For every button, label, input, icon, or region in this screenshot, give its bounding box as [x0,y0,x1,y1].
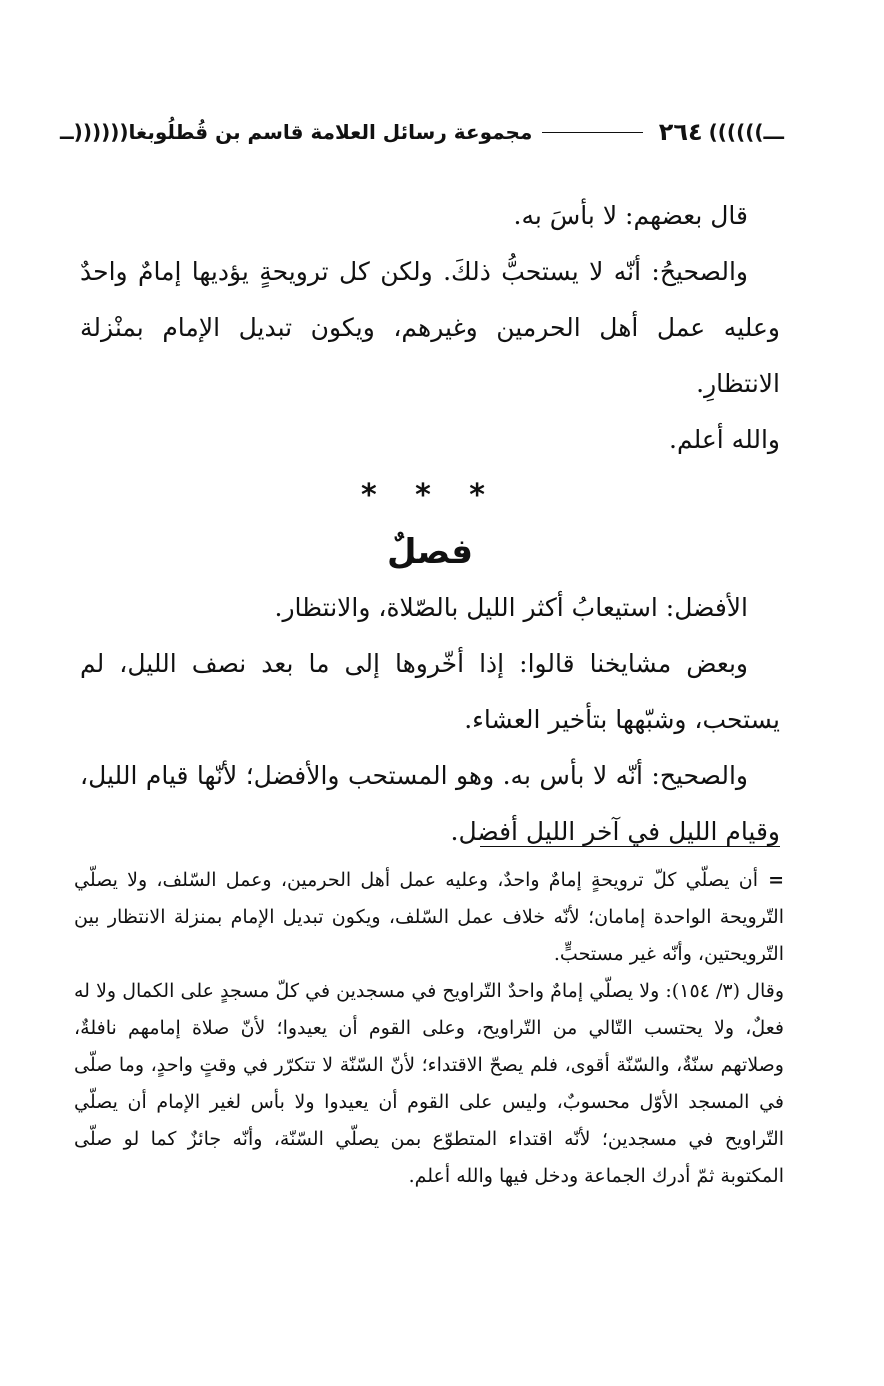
footnote-separator [480,846,780,847]
paragraph-1: قال بعضهم: لا بأسَ به. [513,201,748,230]
running-header [60,112,784,152]
header-ornament-right: ـــ)))))) [708,120,784,144]
header-rule [542,132,642,133]
page-number: ٢٦٤ [658,118,703,146]
book-title: مجموعة رسائل العلامة قاسم بن قُطلُوبغا [128,120,533,144]
main-text [80,188,780,860]
paragraph-6: والصحيح: أنّه لا بأس به. وهو المستحب والأفضل؛ لأنّها قيام الليل، وقيام الليل في آخر الليل أفضل. [80,761,780,846]
footnote-continuation-marker: = [768,869,784,891]
footnote-1-text: أن يصلّي كلّ ترويحةٍ إمامٌ واحدٌ، وعليه عمل أهل الحرمين، وعمل السّلف، ولا يصلّي التّرويحة الواحدة إمامان؛ لأنّه خلاف عمل السّلف، ويكون تبديل الإمام بمنزلة الانتظار بين التّرويحتين، وأنّه غير مستحبٍّ. [74,869,784,965]
section-divider-stars: * * * [361,478,499,513]
paragraph-2: والصحيحُ: أنّه لا يستحبُّ ذلكَ. ولكن كل ترويحةٍ يؤديها إمامٌ واحدٌ وعليه عمل أهل الحرمين وغيرهم، ويكون تبديل الإمام بمنْزلة الانتظارِ. [80,257,780,398]
section-heading: فصلٌ [386,532,474,572]
paragraph-5: وبعض مشايخنا قالوا: إذا أخّروها إلى ما بعد نصف الليل، لم يستحب، وشبّهها بتأخير العشاء. [80,649,780,734]
footnote-2: وقال (٣/ ١٥٤): ولا يصلّي إمامٌ واحدٌ التّراويح في مسجدين في كلّ مسجدٍ على الكمال ولا له فعلٌ، ولا يحتسب التّالي من التّراويح، وعلى القوم أن يعيدوا؛ لأنّ صلاة إمامهم نافلةٌ، وصلاتهم سنّةٌ، والسّنّة أقوى، فلم يصحّ الاقتداء؛ لأنّ السّنّة لا تتكرّر في وقتٍ واحدٍ، وما صلّى في المسجد الأوّل محسوبٌ، وليس على القوم أن يعيدوا ولا بأس لغير الإمام أن يصلّي التّراويح في مسجدين؛ لأنّه اقتداء المتطوّع بمن يصلّي السّنّة، وأنّه جائزٌ كما لو صلّى المكتوبة ثمّ أدرك الجماعة ودخل فيها والله أعلم. [74,980,784,1187]
footnote-1 [74,862,784,973]
footnotes [74,862,784,1195]
header-ornament-left: ((((((ــ [60,120,129,144]
paragraph-3: والله أعلم. [669,425,780,454]
paragraph-4: الأفضل: استيعابُ أكثر الليل بالصّلاة، والانتظار. [274,593,748,622]
